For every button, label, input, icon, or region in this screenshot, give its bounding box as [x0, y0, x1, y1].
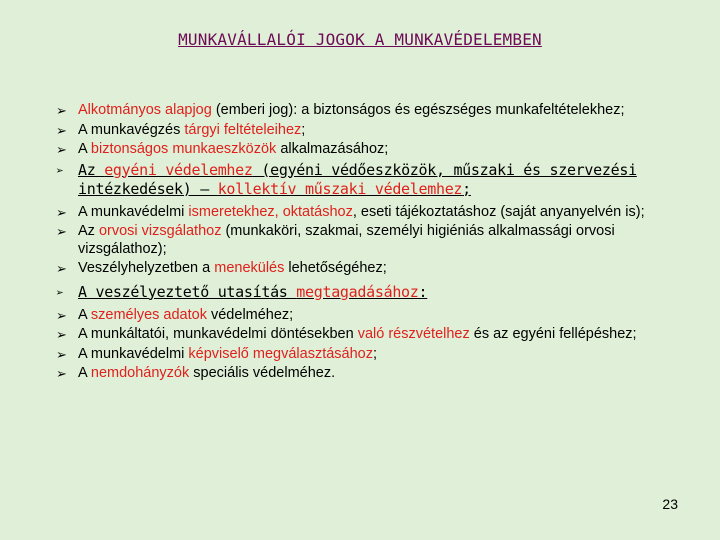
highlighted-text: kollektív műszaki védelemhez [217, 179, 463, 198]
item-text: A [78, 365, 91, 381]
item-text: , eseti tájékoztatáshoz (saját anyanyelvén is); [352, 203, 645, 220]
item-text: A [78, 306, 91, 323]
list-item [56, 141, 686, 159]
item-text: A [78, 141, 91, 157]
highlighted-text: személyes adatok [90, 306, 207, 323]
page-number: 23 [662, 496, 678, 512]
item-text: A munkavégzés [78, 121, 185, 138]
arrow-bullet-icon: ➢ [56, 261, 67, 276]
list-item [56, 204, 686, 222]
arrow-bullet-icon: ➢ [56, 204, 67, 220]
item-text: és az egyéni fellépéshez; [469, 326, 637, 342]
item-text: : [418, 282, 428, 301]
arrow-bullet-icon: ➢ [56, 307, 67, 323]
item-text: A munkavédelmi [78, 345, 189, 362]
list-item [56, 260, 686, 278]
list-item [56, 102, 686, 120]
item-text: (emberi jog): a biztonságos és egészséges munkafeltételekhez; [211, 102, 625, 118]
item-text: Az [78, 223, 99, 239]
list-item [56, 307, 686, 325]
list-item [56, 346, 686, 364]
arrow-bullet-icon: ➢ [56, 103, 67, 118]
page-title: MUNKAVÁLLALÓI JOGOK A MUNKAVÉDELEMBEN [178, 30, 542, 49]
item-text: A munkavédelmi [78, 203, 189, 220]
highlighted-text: tárgyi feltételeihez [184, 121, 302, 138]
list-item [56, 326, 686, 344]
item-text: Az [78, 160, 105, 179]
highlighted-text: biztonságos munkaeszközök [90, 141, 277, 157]
item-text: ; [301, 121, 306, 138]
highlighted-text: ismeretekhez, oktatáshoz [188, 203, 353, 220]
item-text: speciális védelméhez. [189, 365, 336, 381]
arrow-bullet-icon: ➢ [56, 224, 67, 239]
highlighted-text: Alkotmányos alapjog [78, 102, 212, 118]
arrow-bullet-icon: ➢ [56, 285, 64, 301]
item-text: alkalmazásához; [276, 141, 389, 157]
item-text: ; [462, 179, 471, 198]
arrow-bullet-icon: ➢ [56, 122, 67, 138]
highlighted-text: való részvételhez [357, 326, 470, 342]
highlighted-text: képviselő megválasztásához [188, 345, 373, 362]
item-text: ; [373, 345, 378, 362]
item-text: (egyéni védőeszközök, műszaki és szervezési intézkedések) – [78, 160, 637, 198]
item-text: A munkáltatói, munkavédelmi döntésekben [78, 326, 358, 342]
arrow-bullet-icon: ➢ [56, 163, 64, 179]
list-item [56, 161, 686, 199]
item-text: Veszélyhelyzetben a [78, 260, 215, 276]
highlighted-text: megtagadásához [296, 282, 419, 301]
item-text: (munkaköri, szakmai, személyi higiéniás alkalmassági orvosi vizsgálathoz); [78, 223, 615, 257]
highlighted-text: egyéni védelemhez [104, 160, 253, 179]
arrow-bullet-icon: ➢ [56, 327, 67, 342]
item-text: A veszélyeztető utasítás [78, 282, 297, 301]
arrow-bullet-icon: ➢ [56, 366, 67, 381]
item-text: védelméhez; [206, 306, 294, 323]
list-item [56, 283, 686, 302]
highlighted-text: orvosi vizsgálathoz [98, 223, 222, 239]
arrow-bullet-icon: ➢ [56, 142, 67, 157]
rights-list [56, 102, 686, 383]
list-item [56, 223, 686, 258]
item-text: lehetőségéhez; [284, 260, 387, 276]
list-item [56, 365, 686, 383]
arrow-bullet-icon: ➢ [56, 346, 67, 362]
highlighted-text: nemdohányzók [90, 365, 190, 381]
list-item [56, 122, 686, 140]
highlighted-text: menekülés [214, 260, 285, 276]
